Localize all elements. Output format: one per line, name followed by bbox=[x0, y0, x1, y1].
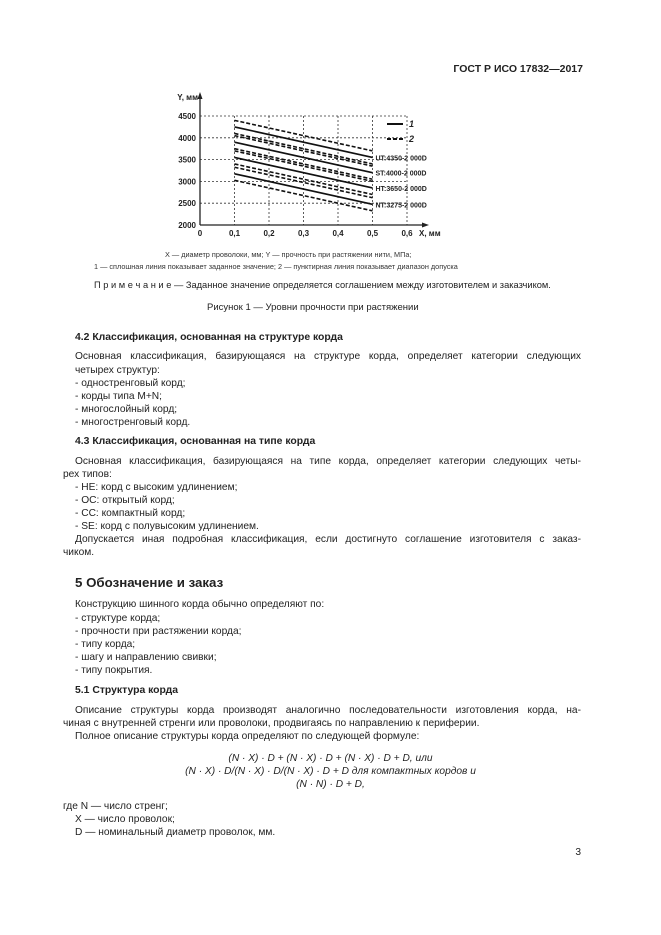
formula-line1: (N · X) · D + (N · X) · D + (N · X) · D + D, или bbox=[228, 753, 433, 764]
x-tick-label: 0 bbox=[197, 229, 203, 238]
section-5-title: 5 Обозначение и заказ bbox=[75, 575, 224, 590]
section-4-3-para-line4: чиком. bbox=[63, 547, 95, 558]
section-4-2-item: - многослойный корд; bbox=[75, 404, 178, 415]
x-tick-label: 0,5 bbox=[366, 229, 379, 238]
legend-label: 2 bbox=[409, 134, 415, 144]
formula-line3: (N · N) · D + D, bbox=[296, 779, 365, 790]
y-tick-label: 3000 bbox=[178, 177, 196, 187]
y-axis-arrow bbox=[198, 92, 203, 99]
y-tick-label: 3500 bbox=[178, 155, 196, 165]
page-number: 3 bbox=[575, 847, 581, 858]
section-4-2-item: - одностренговый корд; bbox=[75, 378, 186, 389]
section-5-1-para-line3: Полное описание структуры корда определяют по следующей формуле: bbox=[75, 731, 420, 742]
x-tick-label: 0,6 bbox=[401, 229, 413, 238]
y-tick-label: 2000 bbox=[178, 221, 196, 230]
formula-line2: (N · X) · D/(N · X) · D/(N · X) · D + D для компактных кордов и bbox=[185, 766, 476, 777]
x-axis-label: X, мм bbox=[419, 229, 441, 238]
section-4-3-para-line2: рех типов: bbox=[63, 469, 112, 480]
series-label: HT:3650-2 000D bbox=[375, 185, 427, 193]
note-text: — Заданное значение определяется соглашением между изготовителем и заказчиком. bbox=[171, 280, 551, 290]
section-4-2-para-line2: четырех структур: bbox=[75, 365, 160, 376]
x-tick-label: 0,3 bbox=[297, 229, 310, 238]
section-4-3-item: - OC: открытый корд; bbox=[75, 495, 175, 506]
y-axis-label: Y, мм bbox=[177, 93, 198, 102]
section-4-3-para-line3: Допускается иная подробная классификация, если достигнуто соглашение изготовителя с заказ- bbox=[75, 534, 581, 545]
section-4-2-item: - корды типа M+N; bbox=[75, 391, 162, 402]
section-4-3-item: - HE: корд с высоким удлинением; bbox=[75, 482, 238, 493]
tensile-strength-chart bbox=[160, 88, 460, 240]
figure-legend-line2: 1 — сплошная линия показывает заданное значение; 2 — пунктирная линия показывает диапазон допуска bbox=[94, 262, 458, 271]
y-tick-label: 2500 bbox=[178, 199, 196, 209]
section-5-item: - типу корда; bbox=[75, 639, 136, 650]
where-line3: D — номинальный диаметр проволок, мм. bbox=[75, 827, 276, 838]
figure-note bbox=[94, 279, 551, 292]
section-4-2-item: - многостренговый корд. bbox=[75, 417, 191, 428]
note-label: П р и м е ч а н и е bbox=[94, 280, 172, 290]
x-axis-arrow bbox=[422, 223, 429, 228]
series-label: UT:4350-2 000D bbox=[375, 155, 427, 163]
section-5-item: - шагу и направлению свивки; bbox=[75, 652, 217, 663]
section-5-item: - прочности при растяжении корда; bbox=[75, 626, 242, 637]
section-4-3-title: 4.3 Классификация, основанная на типе корда bbox=[75, 436, 316, 447]
set-value-line bbox=[235, 174, 373, 205]
series-label: NT:3275-2 000D bbox=[375, 202, 427, 210]
section-4-3-item: - SE: корд с полувысоким удлинением. bbox=[75, 521, 259, 532]
section-5-para: Конструкцию шинного корда обычно определяют по: bbox=[75, 599, 325, 610]
section-5-1-para-line2: чиная с внутренней стренги или проволоки, продвигаясь по направлению к периферии. bbox=[63, 718, 480, 729]
section-4-2-para-line1: Основная классификация, базирующаяся на структуре корда, определяет категории следующих bbox=[75, 351, 581, 362]
x-tick-label: 0,4 bbox=[332, 229, 344, 238]
section-4-2-title: 4.2 Классификация, основанная на структуре корда bbox=[75, 332, 343, 343]
section-5-1-title: 5.1 Структура корда bbox=[75, 685, 178, 696]
section-4-3-item: - CC: компактный корд; bbox=[75, 508, 186, 519]
section-4-3-para-line1: Основная классификация, базирующаяся на типе корда, определяет категории следующих четы- bbox=[75, 456, 581, 467]
x-tick-label: 0,1 bbox=[228, 229, 241, 238]
y-tick-label: 4000 bbox=[178, 133, 196, 143]
legend-label: 1 bbox=[409, 119, 415, 129]
where-line1: где N — число стренг; bbox=[63, 801, 168, 812]
where-line2: X — число проволок; bbox=[75, 814, 175, 825]
section-5-item: - типу покрытия. bbox=[75, 665, 153, 676]
section-5-1-para-line1: Описание структуры корда производят аналогично последовательности изготовления корда, на- bbox=[75, 705, 581, 716]
figure-caption: Рисунок 1 — Уровни прочности при растяжении bbox=[207, 302, 419, 313]
y-tick-label: 4500 bbox=[178, 112, 196, 121]
standard-header: ГОСТ Р ИСО 17832—2017 bbox=[453, 63, 583, 75]
section-5-item: - структуре корда; bbox=[75, 613, 161, 624]
series-label: ST:4000-2 000D bbox=[375, 170, 427, 178]
x-tick-label: 0,2 bbox=[263, 229, 275, 238]
figure-legend-line1: X — диаметр проволоки, мм; Y — прочность при растяжении нити, МПа; bbox=[165, 250, 412, 259]
